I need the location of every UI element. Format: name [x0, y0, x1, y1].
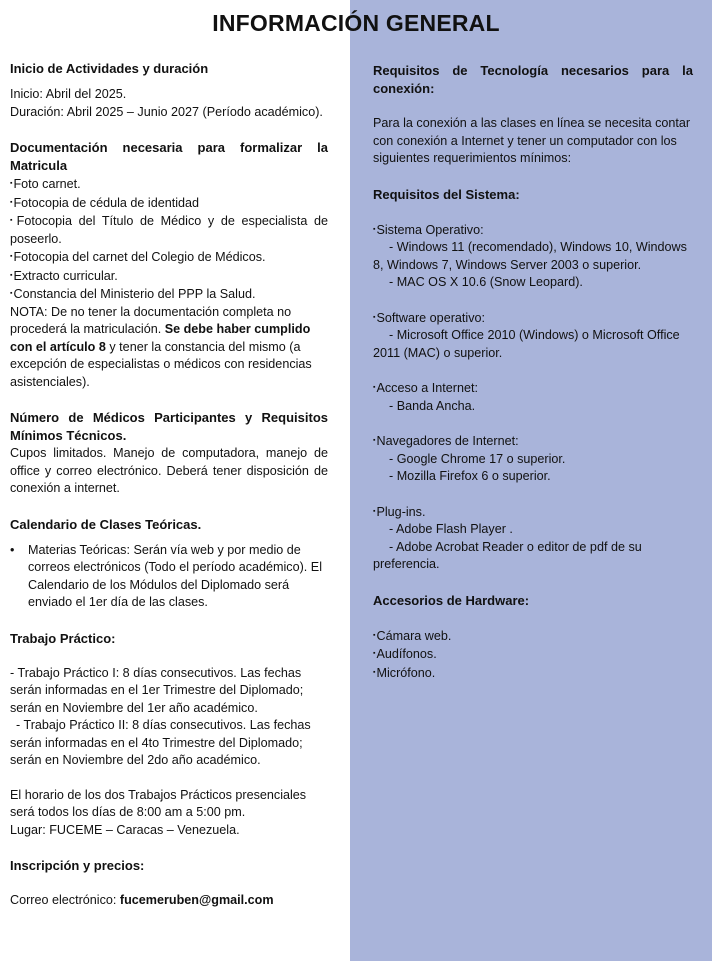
- hardware-heading: Accesorios de Hardware:: [373, 592, 530, 608]
- section-inicio: [10, 60, 328, 121]
- tecnologia-heading: Requisitos de Tecnología necesarios para la conexión:: [373, 63, 693, 96]
- doc-item: ▪Fotocopia del carnet del Colegio de Médicos.: [10, 250, 266, 264]
- section-medicos: [10, 409, 328, 498]
- hardware-item: ▪Cámara web.: [373, 628, 452, 643]
- nav-item: - Google Chrome 17 o superior.: [389, 451, 566, 466]
- sw-label: ▪Software operativo:: [373, 310, 485, 325]
- nav-item: - Mozilla Firefox 6 o superior.: [389, 469, 551, 483]
- email-link[interactable]: fucemeruben@gmail.com: [119, 893, 274, 907]
- doc-item: ▪Extracto curricular.: [10, 268, 118, 283]
- so-item: - MAC OS X 10.6 (Snow Leopard).: [389, 275, 583, 289]
- list-item: • Materias Teóricas: Serán vía web y por medio de correos electrónicos (Todo el período académico). El Calendario de los Módulos del Diplomado será enviado el 1er día de las clases.: [10, 542, 328, 612]
- doc-item: ▪Foto carnet.: [10, 177, 81, 191]
- net-label: ▪Acceso a Internet:: [373, 381, 478, 395]
- calendario-heading: Calendario de Clases Teóricas.: [10, 516, 202, 532]
- sw-item: - Microsoft Office 2010 (Windows) o Microsoft Office 2011 (MAC) o superior.: [373, 328, 680, 360]
- trabajo-horario: El horario de los dos Trabajos Prácticos presenciales será todos los días de 8:00 am a 5:00 pm.: [10, 787, 307, 819]
- inicio-heading: Inicio de Actividades y duración: [10, 61, 209, 76]
- doc-item: ▪Fotocopia del Título de Médico y de especialista de poseerlo.: [10, 214, 328, 246]
- plug-item: - Adobe Flash Player .: [389, 522, 513, 536]
- trabajo-practico-1: - Trabajo Práctico I: 8 días consecutivos. Las fechas serán informadas en el 1er Trimestre del Diplomado; serán en Noviembre del 1er año académico.: [10, 665, 304, 715]
- nav-label: ▪Navegadores de Internet:: [373, 434, 519, 448]
- trabajo-heading: Trabajo Práctico:: [10, 630, 116, 646]
- right-column: [373, 62, 693, 682]
- documentacion-heading: Documentación necesaria para formalizar la Matricula: [10, 140, 328, 173]
- section-calendario: [10, 516, 328, 612]
- inicio-line: Inicio: Abril del 2025.: [10, 87, 127, 101]
- duracion-line: Duración: Abril 2025 – Junio 2027 (Período académico).: [10, 104, 323, 119]
- inscripcion-heading: Inscripción y precios:: [10, 858, 145, 873]
- sistema-heading: Requisitos del Sistema:: [373, 186, 520, 202]
- plug-item: - Adobe Acrobat Reader o editor de pdf de su preferencia.: [373, 539, 642, 571]
- plug-label: ▪Plug-ins.: [373, 504, 426, 519]
- section-trabajo: [10, 630, 328, 840]
- so-label: ▪Sistema Operativo:: [373, 222, 484, 237]
- hardware-item: ▪Micrófono.: [373, 665, 436, 680]
- doc-item: ▪Constancia del Ministerio del PPP la Salud.: [10, 287, 256, 301]
- calendario-list: [10, 542, 328, 612]
- section-tecnologia: [373, 62, 693, 168]
- email-line: Correo electrónico: fucemeruben@gmail.com: [10, 893, 274, 907]
- trabajo-lugar: Lugar: FUCEME – Caracas – Venezuela.: [10, 822, 240, 837]
- doc-item: ▪Fotocopia de cédula de identidad: [10, 195, 200, 210]
- trabajo-practico-2: - Trabajo Práctico II: 8 días consecutivos. Las fechas serán informadas en el 4to Trimestre del Diplomado; serán en Noviembre del 2do año académico.: [10, 718, 311, 767]
- medicos-heading: Número de Médicos Participantes y Requisitos Mínimos Técnicos.: [10, 410, 328, 443]
- so-item: - Windows 11 (recomendado), Windows 10, Windows 8, Windows 7, Windows Server 2003 o superior.: [373, 240, 687, 272]
- section-documentacion: [10, 139, 328, 391]
- page-title: INFORMACIÓN GENERAL: [212, 10, 500, 36]
- tecnologia-text: Para la conexión a las clases en línea se necesita contar con conexión a Internet y tener un computador con los siguientes requerimientos mínimos:: [373, 116, 691, 165]
- note-bold-text: Se debe haber cumplido con el artículo 8: [10, 322, 311, 354]
- hardware-item: ▪Audífonos.: [373, 647, 437, 661]
- net-item: - Banda Ancha.: [389, 398, 476, 413]
- medicos-text: Cupos limitados. Manejo de computadora, manejo de office y correo electrónico. Deberá tener disposición de conexión a internet.: [10, 446, 328, 495]
- section-hardware: [373, 592, 693, 683]
- documentacion-note: NOTA: De no tener la documentación completa no procederá la matriculación. Se debe haber cumplido con el artículo 8 y tener la constancia del mismo (a excepción de especialistas o médicos con residencias asistenciales).: [10, 304, 312, 389]
- section-sistema: [373, 186, 693, 574]
- left-column: [10, 60, 328, 910]
- section-inscripcion: [10, 857, 328, 910]
